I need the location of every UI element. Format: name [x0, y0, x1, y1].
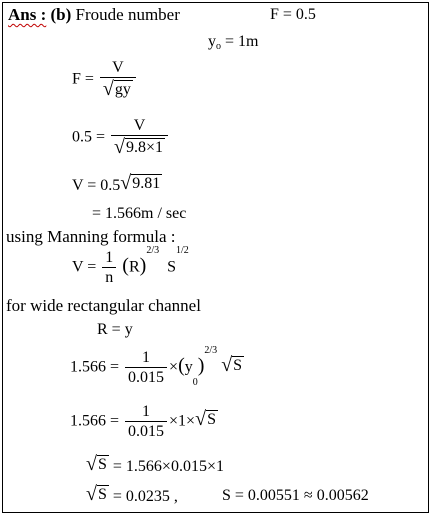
manning-lhs: V =	[72, 258, 97, 276]
velocity-expression	[72, 174, 162, 194]
eq2-numerator: 1	[142, 403, 151, 420]
manning-exponent-S: 1/2	[176, 245, 189, 256]
eq1-y: y	[184, 358, 193, 376]
eq3-rhs: = 1.566×0.015×1	[112, 458, 224, 475]
eq1-exponent: 2/3	[204, 345, 218, 356]
froude-numerator: V	[112, 59, 124, 76]
manning-S: S	[167, 258, 176, 276]
wide-channel-text: for wide rectangular channel	[6, 296, 201, 315]
froude-definition	[72, 60, 138, 100]
depth-symbol: y	[208, 33, 216, 50]
depth-subscript: o	[216, 41, 221, 52]
eq2-root: √ S	[195, 407, 216, 430]
velocity-result: = 1.566m / sec	[92, 205, 187, 222]
answer-text: Froude number	[75, 5, 180, 24]
slope-root-equation	[86, 455, 224, 475]
eq2-fraction	[125, 404, 167, 440]
eq1-lhs: 1.566 =	[70, 358, 120, 376]
manning-exponent-R: 2/3	[146, 245, 160, 256]
manning-formula: V = $\frac{1}{n}$ $(R)^{2/3}$ $S^{1/2}$	[72, 245, 189, 286]
given-depth	[208, 34, 258, 50]
depth-value: = 1m	[225, 33, 259, 50]
froude-lhs: F =	[72, 70, 94, 88]
manning-substitution-1: 1.566 = $\frac{1}{0.015}$ $\times(y_0)^{2/3}$ √ S	[70, 345, 243, 388]
manning-text: using Manning formula :	[6, 227, 176, 246]
manning-denominator: n	[102, 267, 116, 286]
slope-final-equation	[86, 485, 178, 505]
answer-header	[8, 6, 180, 23]
manning-numerator: 1	[105, 249, 114, 266]
froude-substitution	[72, 118, 170, 158]
substitution-fraction	[111, 118, 168, 158]
froude-fraction	[100, 60, 136, 100]
eq1-numerator: 1	[142, 349, 151, 366]
substitution-denominator-root: √ 9.8×1	[114, 136, 164, 158]
eq2-lhs: 1.566 =	[70, 412, 120, 430]
eq4-root: √ S	[86, 483, 107, 505]
eq1-denominator: 0.015	[125, 367, 167, 386]
eq4-rhs: = 0.0235 ,	[112, 488, 178, 505]
manning-R: R	[128, 258, 140, 276]
froude-denominator-root: √ gy	[102, 78, 131, 100]
given-froude: F = 0.5	[270, 6, 316, 23]
eq1-times: ×	[169, 358, 179, 376]
eq3-root: √ S	[86, 453, 107, 475]
manning-fraction	[102, 250, 116, 286]
manning-substitution-2	[70, 404, 218, 440]
eq1-y-subscript: 0	[192, 377, 198, 388]
eq2-middle: ×1×	[169, 412, 196, 430]
hydraulic-radius-equation: R = y	[97, 321, 133, 338]
eq2-denominator: 0.015	[125, 421, 167, 440]
eq1-root: √ S	[221, 353, 243, 376]
substitution-numerator: V	[133, 117, 146, 134]
answer-option: (b)	[50, 5, 72, 24]
ans-label: Ans :	[8, 5, 47, 24]
velocity-root: √ 9.81	[120, 172, 161, 194]
substitution-lhs: 0.5 =	[72, 128, 106, 146]
slope-result: S = 0.00551 ≈ 0.00562	[222, 487, 369, 504]
velocity-lhs: V = 0.5	[72, 177, 121, 194]
eq1-fraction	[125, 350, 167, 386]
